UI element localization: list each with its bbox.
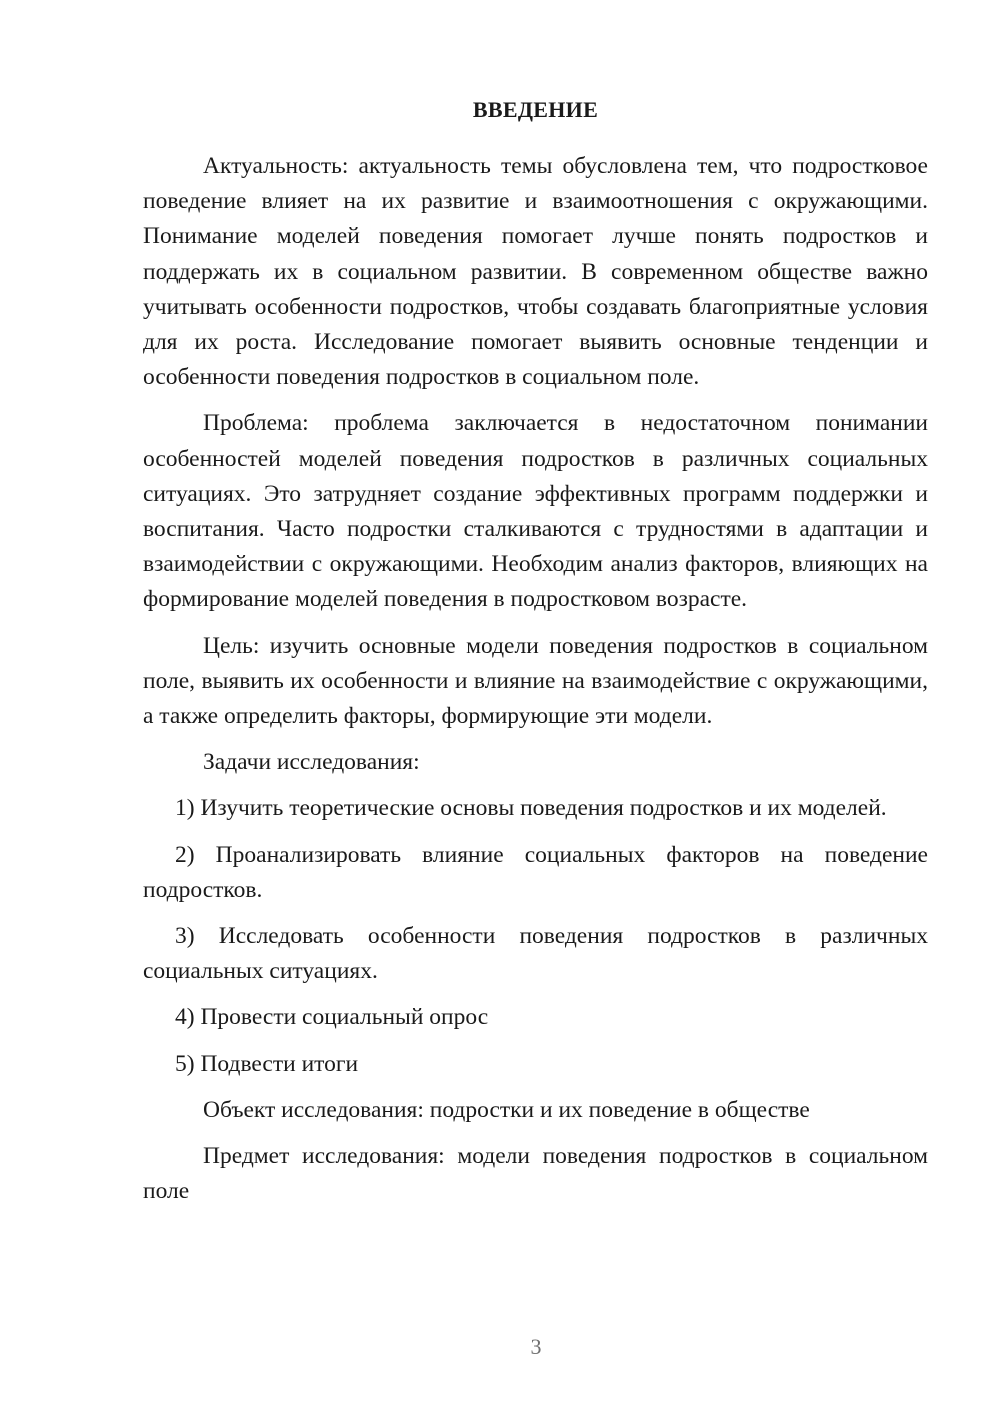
section-heading: ВВЕДЕНИЕ xyxy=(472,97,599,122)
document-body xyxy=(143,92,928,1220)
tasks-title: Задачи исследования: xyxy=(203,749,420,776)
page-number: 3 xyxy=(530,1334,542,1359)
task-item-2: 2) Проанализировать влияние социальных факторов на поведение подростков. xyxy=(143,841,928,903)
task-item-1: 1) Изучить теоретические основы поведения подростков и их моделей. xyxy=(175,795,887,822)
paragraph-goal: Цель: изучить основные модели поведения подростков в социальном поле, выявить их особенности и влияние на взаимодействие с окружающими, а также определить факторы, формирующие эти модели. xyxy=(143,632,928,730)
task-item-5: 5) Подвести итоги xyxy=(175,1050,359,1077)
task-item-3: 3) Исследовать особенности поведения подростков в различных социальных ситуациях. xyxy=(143,923,928,985)
research-object: Объект исследования: подростки и их поведение в обществе xyxy=(203,1096,810,1123)
paragraph-problem: Проблема: проблема заключается в недостаточном понимании особенностей моделей поведения подростков в различных социальных ситуациях. Это затрудняет создание эффективных программ поддержки и воспитания. Часто подростки сталкиваются с трудностями в адаптации и взаимодействии с окружающими. Необходим анализ факторов, влияющих на формирование моделей поведения в подростковом возрасте. xyxy=(143,410,928,613)
research-subject: Предмет исследования: модели поведения подростков в социальном поле xyxy=(143,1143,928,1205)
task-item-4: 4) Провести социальный опрос xyxy=(175,1004,489,1031)
paragraph-relevance: Актуальность: актуальность темы обусловлена тем, что подростковое поведение влияет на их развитие и взаимоотношения с окружающими. Понимание моделей поведения помогает лучше понять подростков и поддержать их в социальном развитии. В современном обществе важно учитывать особенности подростков, чтобы создавать благоприятные условия для их роста. Исследование помогает выявить основные тенденции и особенности поведения подростков в социальном поле. xyxy=(143,153,928,391)
